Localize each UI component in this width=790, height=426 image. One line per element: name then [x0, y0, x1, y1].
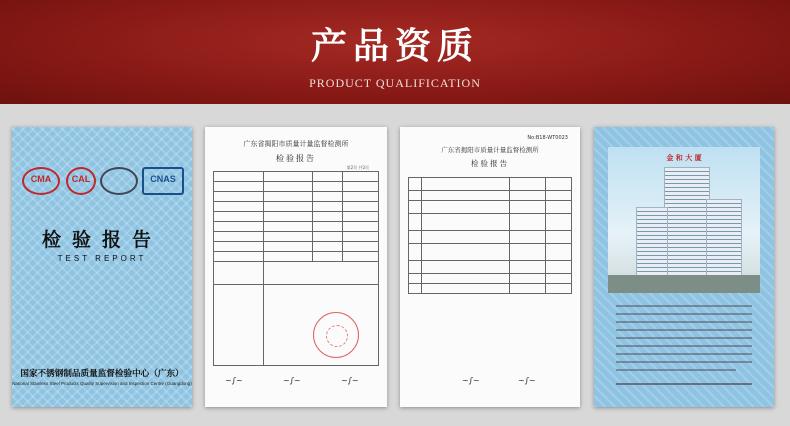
tower-main [664, 167, 710, 289]
report-number: No:B18-WT0023 [527, 135, 568, 141]
page-number: 第2页 共2页 [346, 165, 369, 170]
signature-reviewer: ~∫~ [462, 376, 480, 385]
institute-name: 广东省揭阳市质量计量监督检测所 [441, 146, 539, 154]
test-report-cover [12, 127, 192, 407]
issuing-organization: 国家不锈钢制品质量监督检验中心（广东） [20, 369, 184, 379]
certification-logos [22, 167, 182, 197]
official-seal-icon [313, 312, 359, 358]
issuing-organization-en: National Stainless Steel Products Quality Supervision and Inspection Centre (Guangdong) [12, 381, 192, 386]
ilac-mra-logo [100, 167, 138, 195]
street [608, 275, 760, 293]
signature-inspector: ~∫~ [341, 376, 359, 385]
page-title: 产品资质 [310, 25, 479, 67]
report-page-2 [400, 127, 580, 407]
header-banner [0, 0, 790, 104]
building-sign: 金 和 大 厦 [666, 153, 702, 162]
cma-logo: CMA [22, 167, 60, 195]
certificate-with-building [594, 127, 774, 407]
signature-inspector: ~∫~ [518, 376, 536, 385]
building-photo [608, 147, 760, 293]
page-subtitle: PRODUCT QUALIFICATION [309, 76, 481, 90]
cnas-logo: CNAS [142, 167, 184, 195]
report-title-en: TEST REPORT [57, 254, 147, 263]
report-title-cn: 检验报告 [41, 229, 162, 251]
signature-reviewer: ~∫~ [283, 376, 301, 385]
report-page-1 [205, 127, 387, 407]
cal-logo: CAL [66, 167, 96, 195]
report-title: 检验报告 [471, 159, 509, 168]
signature-approver: ~∫~ [225, 376, 243, 385]
report-title: 检验报告 [276, 154, 316, 163]
institute-name: 广东省揭阳市质量计量监督检测所 [243, 140, 349, 148]
results-table [408, 177, 572, 294]
